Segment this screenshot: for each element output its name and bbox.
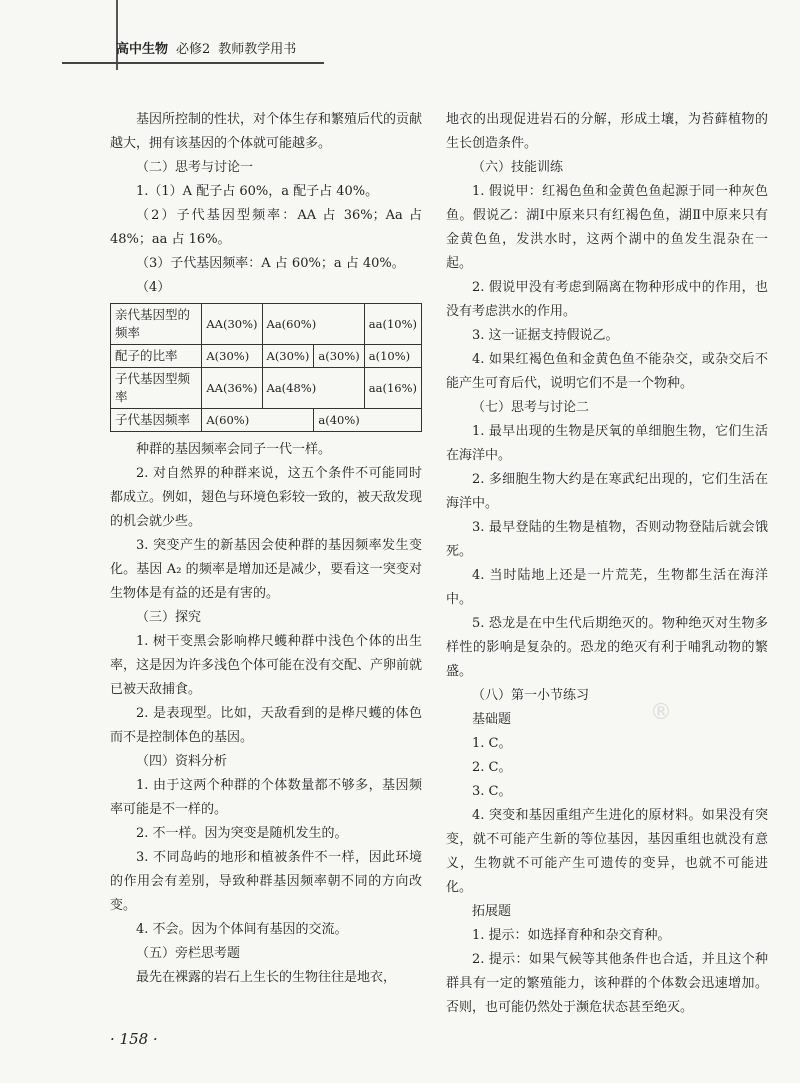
paragraph: 2. 提示：如果气候等其他条件也合适，并且这个种群具有一定的繁殖能力，该种群的个体数会迅速增加。否则，也可能仍然处于濒危状态甚至绝灭。: [446, 952, 768, 1015]
paragraph: 2. 假说甲没有考虑到隔离在物种形成中的作用，也没有考虑洪水的作用。: [446, 280, 768, 319]
section-heading: （七）思考与讨论二: [472, 400, 590, 415]
paragraph: 3. C。: [472, 784, 512, 799]
section-heading: （三）探究: [136, 610, 202, 625]
section-heading: （五）旁栏思考题: [136, 946, 241, 961]
paragraph: 基因所控制的性状，对个体生存和繁殖后代的贡献越大，拥有该基因的个体就可能越多。: [110, 112, 423, 151]
paragraph: 4. 如果红褐色鱼和金黄色鱼不能杂交，或杂交后不能产生可育后代，说明它们不是一个物种。: [446, 352, 768, 391]
paragraph: 1. 提示：如选择育种和杂交育种。: [472, 928, 671, 943]
running-header: [116, 38, 296, 57]
table-cell: a(30%): [314, 345, 364, 368]
paragraph: 1.（1）A 配子占 60%，a 配子占 40%。: [136, 184, 379, 199]
paragraph: 1. 假说甲：红褐色鱼和金黄色鱼起源于同一种灰色鱼。假说乙：湖Ⅰ中原来只有红褐色鱼，湖Ⅱ中原来只有金黄色鱼，发洪水时，这两个湖中的鱼发生混杂在一起。: [446, 184, 768, 271]
table-cell: A(60%): [202, 409, 314, 432]
section-heading: （六）技能训练: [472, 160, 564, 175]
paragraph: 4. 突变和基因重组产生进化的原材料。如果没有突变，就不可能产生新的等位基因，基因重组也就没有意义，生物就不可能产生可遗传的变异，也就不可能进化。: [446, 808, 768, 895]
header-book: 教师教学用书: [218, 42, 297, 57]
paragraph: 种群的基因频率会同子一代一样。: [136, 442, 332, 457]
section-heading: （二）思考与讨论一: [136, 160, 254, 175]
table-cell: a(40%): [314, 409, 422, 432]
paragraph: 3. 突变产生的新基因会使种群的基因频率发生变化。基因 A₂ 的频率是增加还是减少，要看这一突变对生物体是有益的还是有害的。: [110, 538, 422, 601]
subsection-heading: 基础题: [472, 712, 512, 727]
table-row: [111, 409, 422, 432]
table-cell: aa(16%): [364, 368, 421, 409]
table-cell-label: 配子的比率: [111, 345, 202, 368]
table-cell-label: 子代基因型频率: [111, 368, 202, 409]
header-rule: [62, 62, 324, 64]
paragraph: 1. C。: [472, 736, 512, 751]
watermark: ®: [650, 700, 672, 725]
table-cell: Aa(48%): [262, 368, 364, 409]
paragraph: 2. 是表现型。比如，天敌看到的是桦尺蠖的体色而不是控制体色的基因。: [110, 706, 422, 745]
table-row: [111, 345, 422, 368]
header-rule-vertical: [116, 0, 118, 70]
page-number: · 158 ·: [110, 1030, 158, 1048]
table-cell: Aa(60%): [262, 304, 364, 345]
paragraph: 2. 对自然界的种群来说，这五个条件不可能同时都成立。例如，翅色与环境色彩较一致的，被天敌发现的机会就少些。: [110, 466, 423, 529]
table-cell: A(30%): [262, 345, 314, 368]
paragraph: （2）子代基因型频率：AA 占 36%；Aa 占 48%；aa 占 16%。: [110, 208, 422, 247]
paragraph: （4）: [136, 280, 171, 295]
right-column: [446, 108, 768, 1020]
paragraph: 2. 多细胞生物大约是在寒武纪出现的，它们生活在海洋中。: [446, 472, 768, 511]
paragraph: 1. 树干变黑会影响桦尺蠖种群中浅色个体的出生率，这是因为许多浅色个体可能在没有交配、产卵前就已被天敌捕食。: [110, 634, 423, 697]
table-cell: A(30%): [202, 345, 262, 368]
header-subtitle: 必修2: [176, 42, 211, 57]
gene-frequency-table: [110, 303, 422, 432]
paragraph: 3. 这一证据支持假说乙。: [472, 328, 619, 343]
table-row: [111, 368, 422, 409]
paragraph: （3）子代基因频率：A 占 60%；a 占 40%。: [136, 256, 405, 271]
paragraph: 4. 当时陆地上还是一片荒芜，生物都生活在海洋中。: [446, 568, 768, 607]
paragraph: 最先在裸露的岩石上生长的生物往往是地衣，: [136, 970, 397, 985]
paragraph: 3. 不同岛屿的地形和植被条件不一样，因此环境的作用会有差别，导致种群基因频率朝不同的方向改变。: [110, 850, 422, 913]
table-cell: AA(36%): [202, 368, 262, 409]
paragraph: 5. 恐龙是在中生代后期绝灭的。物种绝灭对生物多样性的影响是复杂的。恐龙的绝灭有利于哺乳动物的繁盛。: [446, 616, 768, 679]
table-cell-label: 子代基因频率: [111, 409, 202, 432]
paragraph: 1. 最早出现的生物是厌氧的单细胞生物，它们生活在海洋中。: [446, 424, 768, 463]
table-cell: AA(30%): [202, 304, 262, 345]
paragraph: 1. 由于这两个种群的个体数量都不够多，基因频率可能是不一样的。: [110, 778, 422, 817]
table-cell: aa(10%): [364, 304, 421, 345]
header-title: 高中生物: [116, 42, 169, 57]
paragraph: 3. 最早登陆的生物是植物，否则动物登陆后就会饿死。: [446, 520, 768, 559]
section-heading: （八）第一小节练习: [472, 688, 590, 703]
paragraph: 4. 不会。因为个体间有基因的交流。: [136, 922, 348, 937]
table-row: [111, 304, 422, 345]
paragraph: 2. 不一样。因为突变是随机发生的。: [136, 826, 348, 841]
subsection-heading: 拓展题: [472, 904, 512, 919]
paragraph: 2. C。: [472, 760, 512, 775]
left-column: [110, 108, 422, 990]
table-cell-label: 亲代基因型的频率: [111, 304, 202, 345]
paragraph: 地衣的出现促进岩石的分解，形成土壤，为苔藓植物的生长创造条件。: [446, 112, 768, 151]
table-cell: a(10%): [364, 345, 421, 368]
section-heading: （四）资料分析: [136, 754, 228, 769]
